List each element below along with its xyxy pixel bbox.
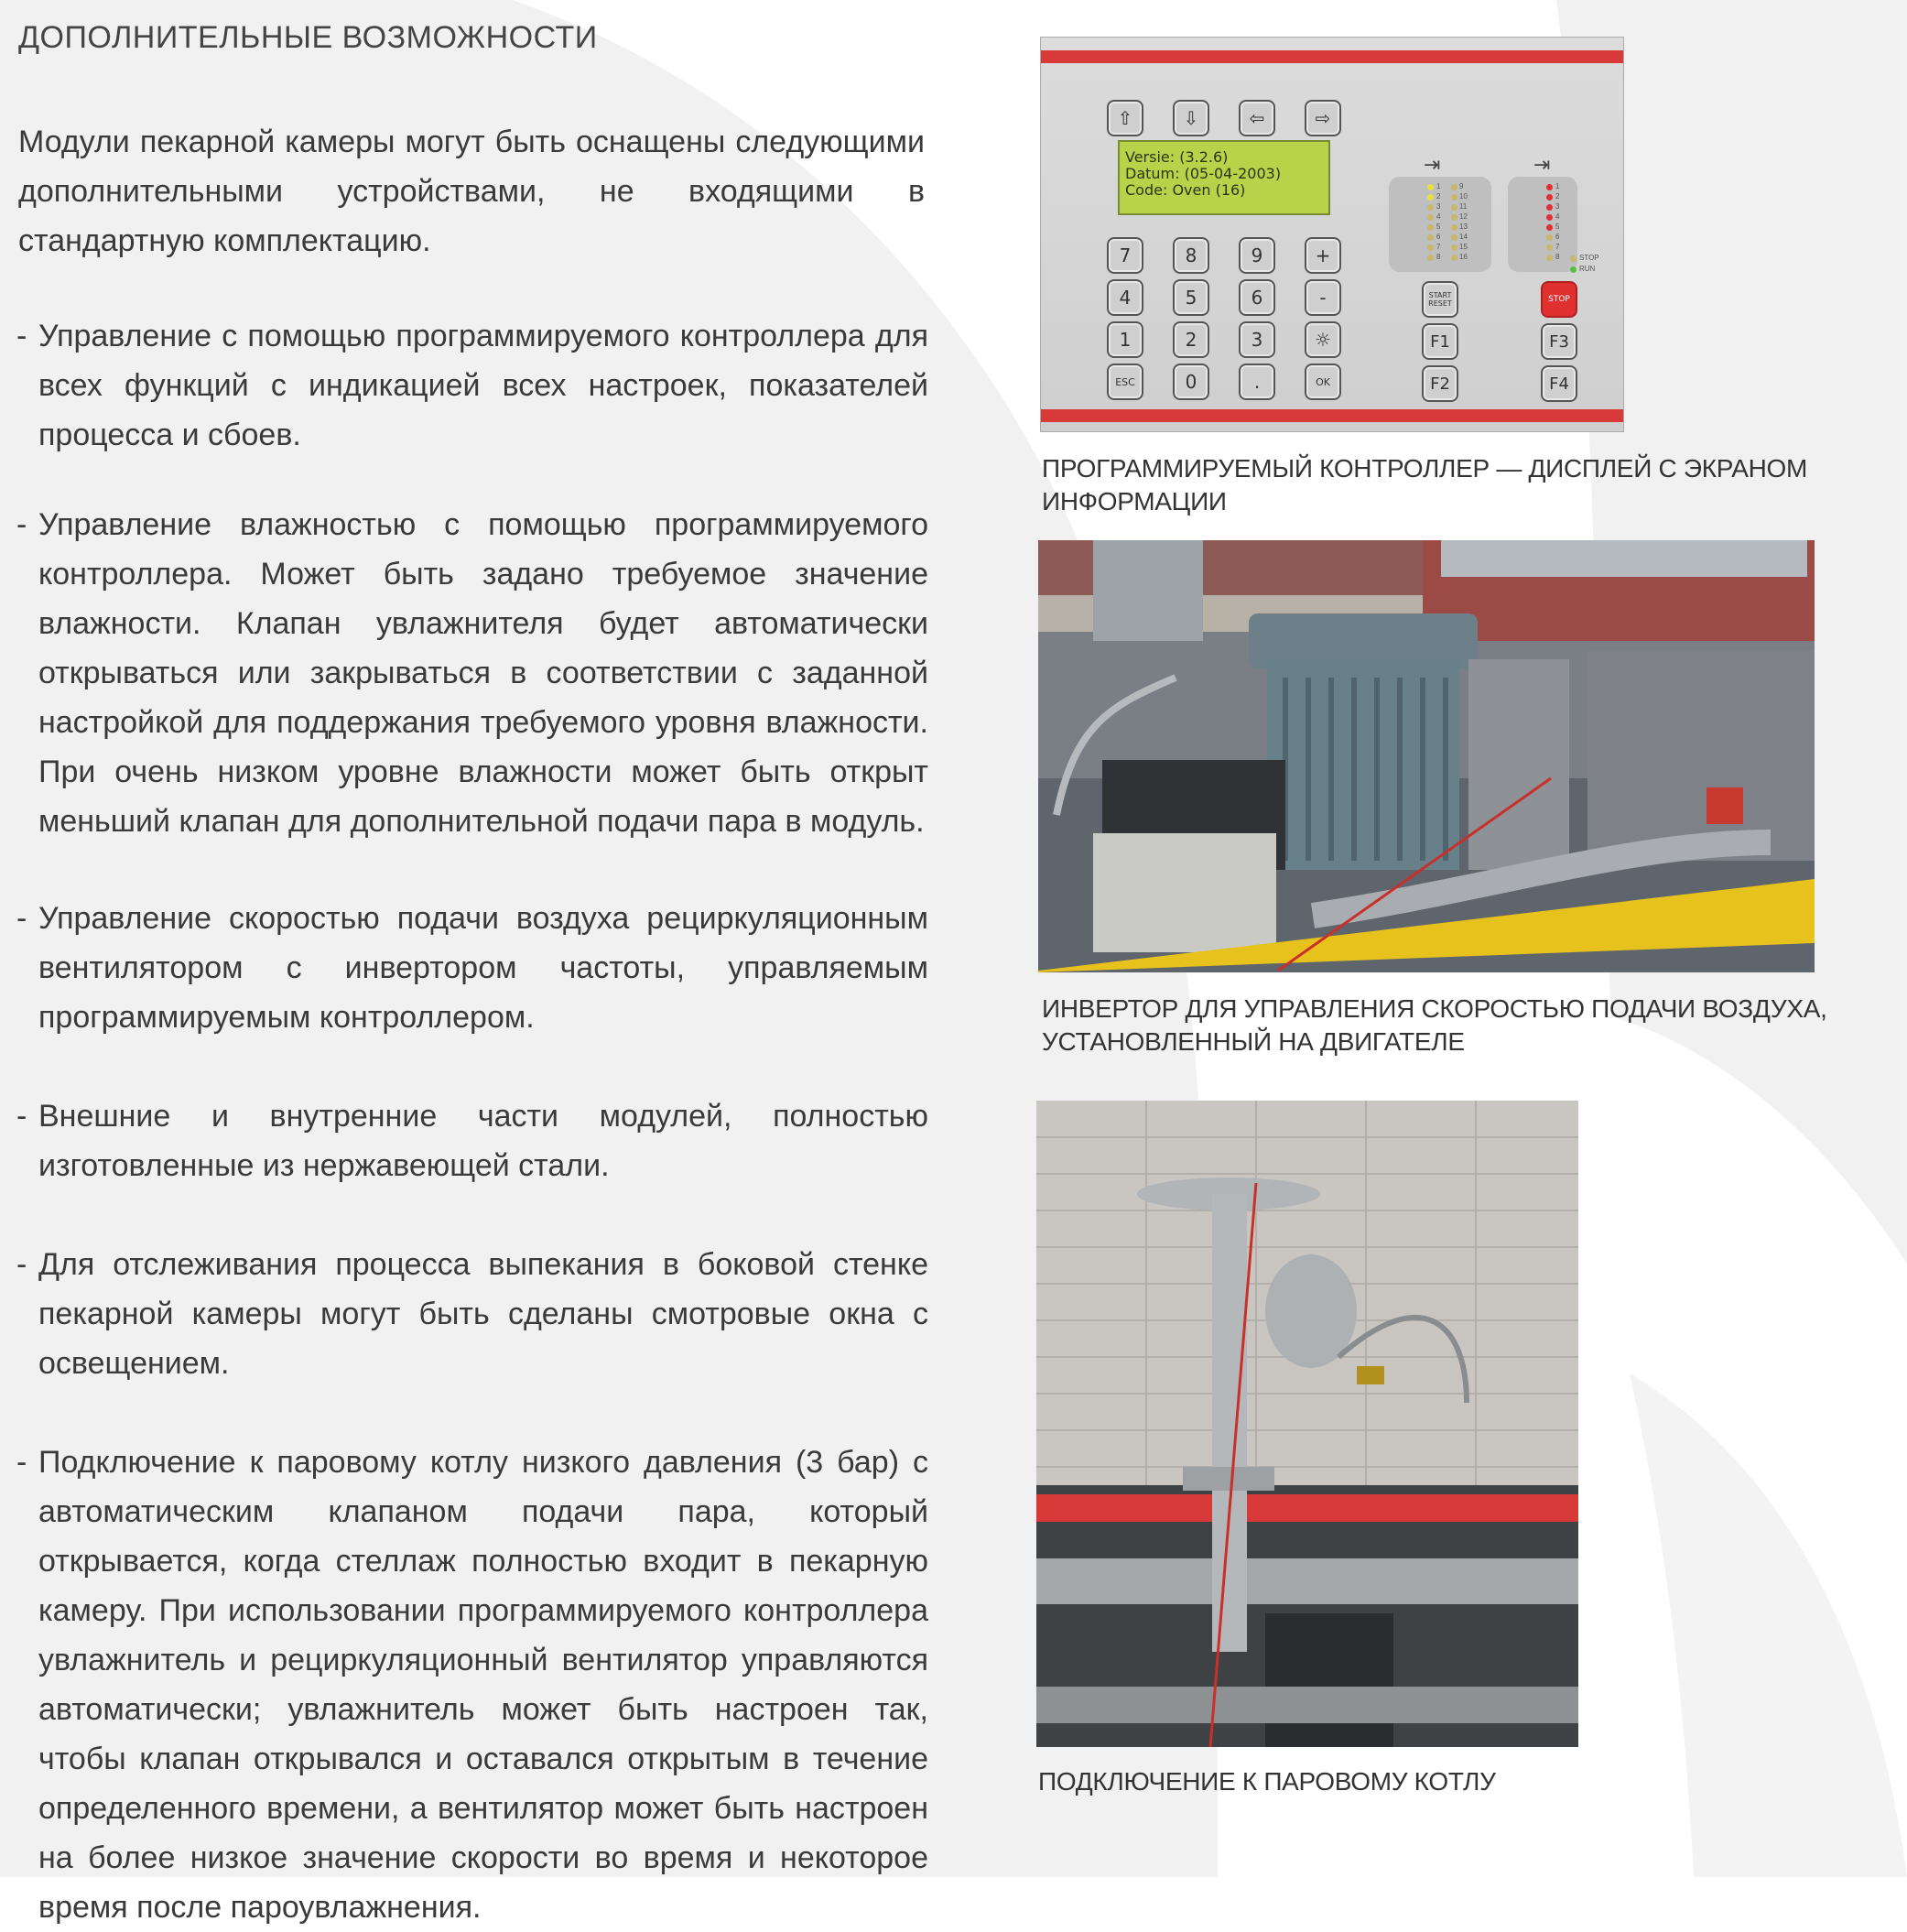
led-indicator xyxy=(1546,184,1553,190)
boiler-caption: ПОДКЛЮЧЕНИЕ К ПАРОВОМУ КОТЛУ xyxy=(1038,1767,1496,1796)
intro-paragraph: Модули пекарной камеры могут быть оснащены следующими дополнительными устройствами, не входящими в стандартную комплектацию. xyxy=(18,125,925,258)
lcd-line-date: Datum: (05-04-2003) xyxy=(1125,165,1282,182)
led-panel-left xyxy=(1389,177,1491,272)
feature-controller: - Управление с помощью программируемого контроллера для всех функций с индикацией всех настроек, показателей процесса и сбоев. xyxy=(13,311,928,460)
led-label: 8 xyxy=(1555,253,1560,261)
led-label: 5 xyxy=(1436,223,1441,231)
led-label: 6 xyxy=(1436,233,1441,241)
led-indicator xyxy=(1570,266,1577,273)
led-label: 11 xyxy=(1459,202,1468,211)
led-label: 2 xyxy=(1555,192,1560,201)
led-label: 1 xyxy=(1555,182,1560,190)
key-9: 9 xyxy=(1239,237,1275,274)
panel-stripe-bottom xyxy=(1041,409,1623,422)
arrow-down-key: ⇩ xyxy=(1173,100,1209,136)
key-5: 5 xyxy=(1173,279,1209,316)
key-7: 7 xyxy=(1107,237,1143,274)
controller-panel-image xyxy=(1040,37,1624,432)
lightbulb-icon: ☼ xyxy=(1305,321,1341,358)
lcd-display xyxy=(1118,140,1330,215)
key-2: 2 xyxy=(1173,321,1209,358)
led-label-run: RUN xyxy=(1579,265,1596,273)
led-indicator xyxy=(1546,214,1553,221)
led-label: 16 xyxy=(1459,253,1468,261)
led-indicator xyxy=(1546,234,1553,241)
key-ok: OK xyxy=(1305,364,1341,400)
boiler-photo xyxy=(1036,1101,1578,1747)
feature-air-speed: - Управление скоростью подачи воздуха рециркуляционным вентилятором с инвертором частоты, управляемым программируемым контроллером. xyxy=(13,894,928,1042)
feature-humidity: - Управление влажностью с помощью программируемого контроллера. Может быть задано требуемое значение влажности. Клапан увлажнителя будет автоматически открываться или закрываться в соответствии с заданной настройкой для поддержания требуемого уровня влажности. При очень низком уровне влажности может быть открыт меньший клапан для дополнительной подачи пара в модуль. xyxy=(13,500,928,846)
arrow-left-key: ⇦ xyxy=(1239,100,1275,136)
key-dot: . xyxy=(1239,364,1275,400)
led-label: 6 xyxy=(1555,233,1560,241)
led-indicator xyxy=(1451,224,1457,231)
led-indicator xyxy=(1451,204,1457,211)
key-3: 3 xyxy=(1239,321,1275,358)
lcd-line-code: Code: Oven (16) xyxy=(1125,181,1246,199)
inverter-photo xyxy=(1038,540,1815,972)
feature-stainless: - Внешние и внутренние части модулей, полностью изготовленные из нержавеющей стали. xyxy=(13,1091,928,1190)
key-1: 1 xyxy=(1107,321,1143,358)
led-label: 5 xyxy=(1555,223,1560,231)
key-f1: F1 xyxy=(1422,323,1458,360)
led-label: 15 xyxy=(1459,243,1468,251)
led-indicator xyxy=(1546,204,1553,211)
exit-icon: ⇥ xyxy=(1533,153,1551,176)
led-indicator xyxy=(1451,255,1457,261)
led-indicator xyxy=(1427,255,1434,261)
led-label: 8 xyxy=(1436,253,1441,261)
led-label: 14 xyxy=(1459,233,1468,241)
key-f4: F4 xyxy=(1541,365,1577,402)
led-label: 7 xyxy=(1555,243,1560,251)
led-panel-right xyxy=(1508,177,1577,272)
led-indicator xyxy=(1427,184,1434,190)
lcd-line-version: Versie: (3.2.6) xyxy=(1125,148,1229,166)
key-0: 0 xyxy=(1173,364,1209,400)
led-indicator xyxy=(1546,244,1553,251)
led-label: 4 xyxy=(1436,212,1441,221)
led-indicator xyxy=(1570,255,1577,262)
led-indicator xyxy=(1546,224,1553,231)
key-f3: F3 xyxy=(1541,323,1577,360)
led-label: 1 xyxy=(1436,182,1441,190)
led-indicator xyxy=(1427,234,1434,241)
inverter-caption: ИНВЕРТОР ДЛЯ УПРАВЛЕНИЯ СКОРОСТЬЮ ПОДАЧИ ВОЗДУХА, УСТАНОВЛЕННЫЙ НА ДВИГАТЕЛЕ xyxy=(1042,994,1827,1056)
key-plus: + xyxy=(1305,237,1341,274)
led-label: 9 xyxy=(1459,182,1464,190)
key-8: 8 xyxy=(1173,237,1209,274)
feature-list xyxy=(13,311,928,1932)
led-indicator xyxy=(1451,184,1457,190)
key-minus: - xyxy=(1305,279,1341,316)
led-indicator xyxy=(1427,194,1434,201)
led-indicator xyxy=(1451,244,1457,251)
led-indicator xyxy=(1451,194,1457,201)
key-6: 6 xyxy=(1239,279,1275,316)
led-label: 13 xyxy=(1459,223,1468,231)
led-indicator xyxy=(1427,204,1434,211)
panel-stripe-top xyxy=(1041,50,1623,63)
led-indicator xyxy=(1427,224,1434,231)
led-label: 3 xyxy=(1555,202,1560,211)
key-f2: F2 xyxy=(1422,365,1458,402)
led-indicator xyxy=(1427,244,1434,251)
led-indicator xyxy=(1451,234,1457,241)
key-stop: STOP xyxy=(1541,281,1577,318)
exit-icon: ⇥ xyxy=(1424,153,1441,176)
led-indicator xyxy=(1427,214,1434,221)
led-label: 12 xyxy=(1459,212,1468,221)
feature-steam-boiler: - Подключение к паровому котлу низкого давления (3 бар) с автоматическим клапаном подачи пара, который открывается, когда стеллаж полностью входит в пекарную камеру. При использовании программируемого контроллера увлажнитель и рециркуляционный вентилятор управляются автоматически; увлажнитель может быть настроен так, чтобы клапан открывался и оставался открытым в течение определенного времени, а вентилятор может быть настроен на более низкое значение скорости во время и некоторое время после пароувлажнения. xyxy=(13,1438,928,1932)
led-label: 10 xyxy=(1459,192,1468,201)
led-label: 4 xyxy=(1555,212,1560,221)
feature-windows: - Для отслеживания процесса выпекания в боковой стенке пекарной камеры могут быть сделаны смотровые окна с освещением. xyxy=(13,1240,928,1388)
page-title: ДОПОЛНИТЕЛЬНЫЕ ВОЗМОЖНОСТИ xyxy=(18,20,598,55)
controller-caption: ПРОГРАММИРУЕМЫЙ КОНТРОЛЛЕР — ДИСПЛЕЙ С ЭКРАНОМ ИНФОРМАЦИИ xyxy=(1042,454,1808,516)
key-esc: ESC xyxy=(1107,364,1143,400)
led-indicator xyxy=(1451,214,1457,221)
led-label: 3 xyxy=(1436,202,1441,211)
key-4: 4 xyxy=(1107,279,1143,316)
arrow-up-key: ⇧ xyxy=(1107,100,1143,136)
led-label: 7 xyxy=(1436,243,1441,251)
led-label-stop: STOP xyxy=(1579,254,1599,262)
led-indicator xyxy=(1546,255,1553,261)
led-indicator xyxy=(1546,194,1553,201)
key-start-reset: START RESET xyxy=(1422,281,1458,318)
arrow-right-key: ⇨ xyxy=(1305,100,1341,136)
led-label: 2 xyxy=(1436,192,1441,201)
